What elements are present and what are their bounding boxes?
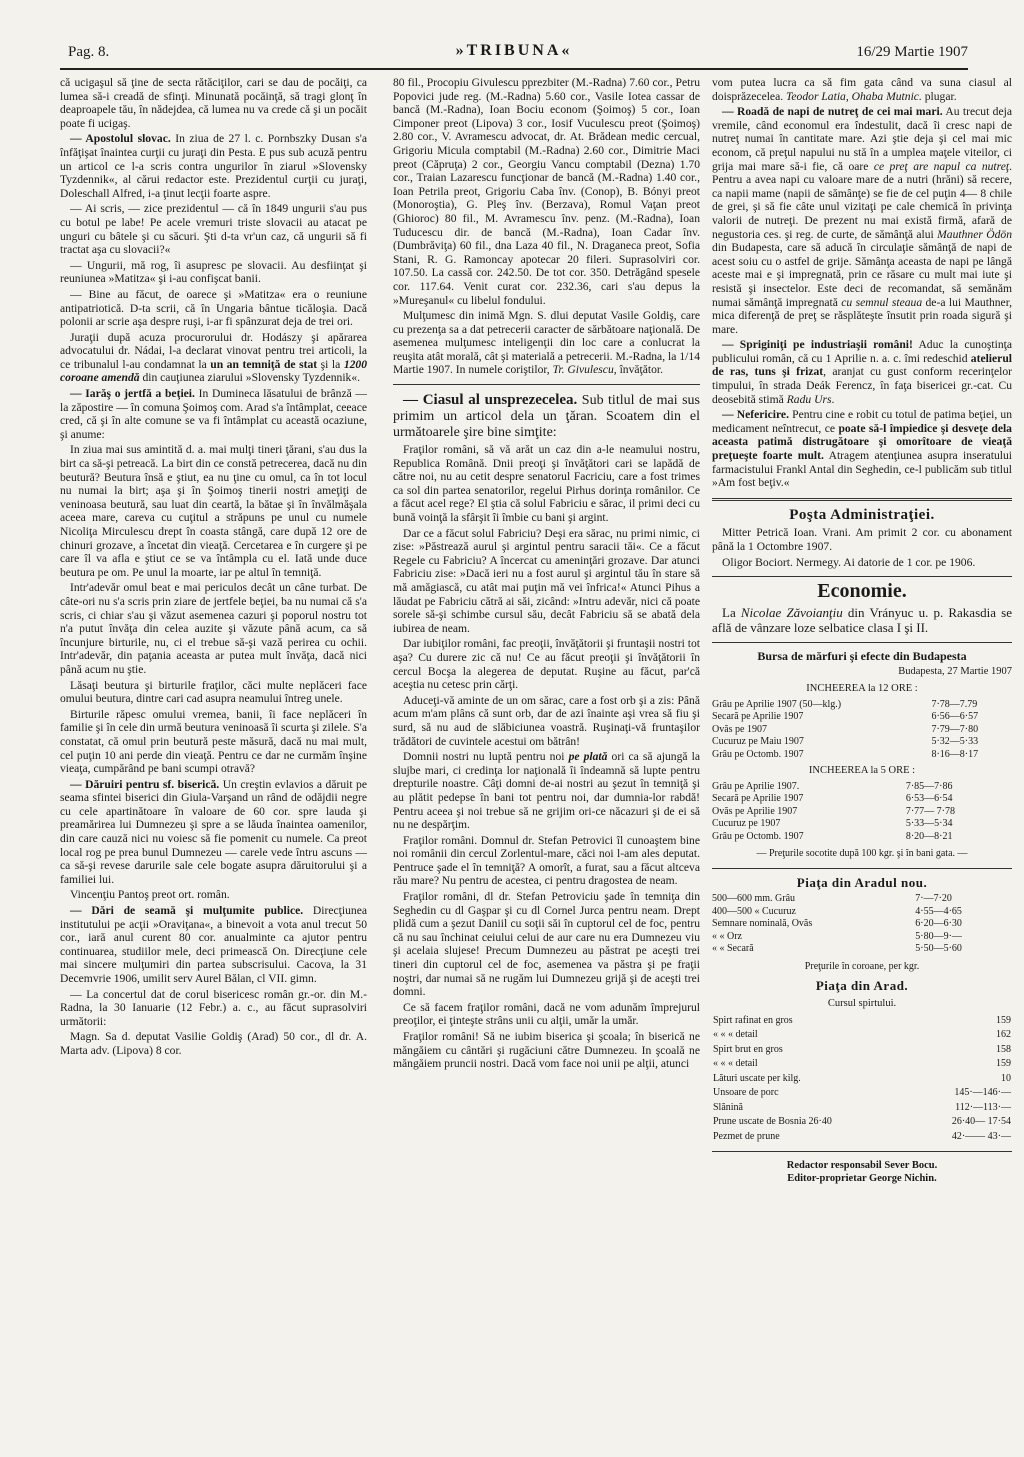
article-concert: — La concertul dat de corul bisericesc român gr.-or. din M.-Radna, la 30 Ianuarie (12 Febr.) a. c., au făcut suprasolviri următorii: xyxy=(60,987,367,1028)
editors-block xyxy=(712,1159,1012,1185)
article-dari xyxy=(60,904,367,986)
editor-owner: Editor-proprietar George Nichin. xyxy=(787,1173,937,1185)
article-text: Sub titlul de mai sus primim un articol dela un ţăran. Scoatem din el următoarele şire bine simţite: xyxy=(393,393,700,441)
bursa-title: Bursa de mărfuri şi efecte din Budapesta xyxy=(757,648,967,663)
bursa-date: Budapesta, 27 Martie 1907 xyxy=(898,666,1012,678)
article-title: — Roadă de napi de nutreţ de cei mai mari. xyxy=(722,105,943,119)
table-row: 400—500 « Cucuruz 4·55—4·65 xyxy=(712,905,962,917)
table-row: Secară pe Aprilie 1907 6·56—6·57 xyxy=(712,711,979,723)
table-row: Spirt brut en gros 158 xyxy=(713,1043,1011,1055)
page-header xyxy=(60,38,968,70)
divider xyxy=(712,498,1012,501)
article-text: Birturile răpesc omului vremea, banii, îi face neplăceri în familie şi în cele din urmă beutura veninoasă îi scurta şi zilele. S'a constatat, că omul prin beutură peste măsură, dacă nu mai mult, cel puţin 10 ani perde din vieaţă. Pentru ce dar ne curmăm înşine vieaţa, cumpărând pe bani scumpi otravă? xyxy=(60,707,367,776)
article-title: — Iarăş o jertfă a beţiei. xyxy=(70,387,195,401)
article-ciasul xyxy=(393,392,700,441)
posta-item: Mitter Petrică Ioan. Vrani. Am primit 2 cor. cu abonament până la 1 Octombre 1907. xyxy=(712,526,1012,553)
article-text: — Ai scris, — zice prezidentul — că în 1849 ungurii s'au pus cu botul pe labe! Pe acele vremuri triste slovacii au atacat pe unguri cu bâtele şi cu săcuri. Şti d-ta vr'un caz, că ungurii să fi tractat aşa cu slovacii?« xyxy=(60,202,367,257)
article-title: — Nefericire. xyxy=(722,408,789,422)
article-text: că ucigaşul să ţine de secta rătăciţilor, cari se dau de pocăiţi, ca lumea să-i creadă de sfinţi. Minunată pocăinţă, să tragi glonţ în deaproapele tău, în nădejdea, că lumea nu va crede că şi un pocăit poate fi ucigaş. xyxy=(60,76,367,130)
article-text: Fraţilor români, dl dr. Stefan Petroviciu şade în temniţa din Seghedin cu dl Gaşpar şi cu dl Cornel Jurca pentru neam. Drept plidă cum a şezut Daniil cu soţii săi în cuptorul cel de foc, pentru că nu sau închinat ceiului celui de aur care nu era Dumnezeu viu şi acelaia slujese! Precum Dumnezeu au păstrat pe aceşti trei tineri din cuptorul cel de foc, asemenea va păstra şi pe fraţii noştri, dar numai să ne rugăm lui Dumnezeu grijă şi de aceşti trei domni. xyxy=(393,890,700,999)
column-2 xyxy=(393,76,700,1456)
article-text: Intr'adevăr omul beat e mai periculos decât un câne turbat. De câte-ori nu s'a scris prin ziare de jertfele beţiei, ba nu numai că s'a scris, ci chiar s'au şi văzut asemenea cazuri şi poporul nostru tot n'a putut învăţa din celea auzite şi văzute până acum, ca să încunjure birturile, nu, ci el trebue să-şi vază perirea cu ochii. Intr'adevăr, din paţania aceasta ar putea mult învăţa, dacă nici până acum nu ştie. xyxy=(60,581,367,676)
arad-table xyxy=(712,1014,1012,1145)
signature-name: Tr. Givulescu xyxy=(552,363,614,377)
article-verdict: Juraţii după acuza procurorului dr. Hodászy şi apărarea advocatului dr. Nádai, l-a declarat vinovat pentru trei articoli, la ce tribunalul l-au condamnat la un an temniţă de stat şi la 1200 coroane amendă din cauţiunea ziarului »Slovensky Tyzdennik«. xyxy=(60,330,367,385)
divider xyxy=(712,642,1012,643)
table-row: Cucuruz pe 1907 5·33—5·34 xyxy=(712,818,953,830)
table-row: Spirt rafinat en gros 159 xyxy=(713,1014,1011,1026)
article-text: In ziua mai sus amintită d. a. mai mulţi tineri ţărani, s'au dus la birt ca să-şi petreacă. La birt din ce constă petrecerea, dacă nu din beutură? Beutura însă e ştiut, ea nu ţine cu omul, ca în tot locul nu numai la birt; aşa şi în Şoimoş tinerii nostri ameţiţi de veninoasa beutură, sau luat din ceartă, la bătae şi în învălmăşala aceea mare, careva cu cuţitul a străpuns pe unul cu numele Nicoliţa Mirculescu drept în coasta stângă, care după 12 ore de chinuri grozave, a încetat din vieaţă. Cercetarea e în curgere şi pe care îl va afla e ştiut ce se va întâmpla cu el. Iată unde duce beutura pe om. Pe unul la moarte, iar pe altul în temniţă. xyxy=(60,443,367,579)
table-row: Grâu pe Aprilie 1907. 7·85—7·86 xyxy=(712,780,953,792)
table-row: Grâu pe Octomb. 1907 8·20—8·21 xyxy=(712,830,953,842)
article-apostol xyxy=(60,132,367,200)
bursa-subtitle-12: INCHEEREA la 12 ORE : xyxy=(806,682,918,694)
verdict-fine: 1200 coroane amendă xyxy=(60,357,367,385)
article-title: — Dări de seamă şi mulţumite publice. xyxy=(70,904,304,918)
article-platy: Domnii nostri nu luptă pentru noi pe plată ori ca să ajungă la slujbe mari, ci credinţa lor naţională îi îndeamnă să lupte pentru drepturile noastre. Câţi domni de-ai nostri au şezut în temniţă şi au plătit pedepse în bani tot pentru noi, dar dumnia-lor rabdă! Pentru aceea şi noi trebue să ne grijim ori-ce năcazuri şi de ei să nu ne despărţim. xyxy=(393,750,700,832)
table-row: Pezmet de prune 42·—— 43·— xyxy=(713,1130,1011,1142)
arad-nou-table xyxy=(712,893,1012,956)
issue-date: 16/29 Martie 1907 xyxy=(856,44,968,60)
article-text: Magn. Sa d. deputat Vasilie Goldiş (Arad) 50 cor., dl dr. A. Marta adv. (Lipova) 8 cor. xyxy=(60,1030,367,1057)
arad-nou-note: Preţurile în coroane, per kgr. xyxy=(804,960,920,972)
masthead: »TRIBUNA« xyxy=(455,42,573,59)
divider xyxy=(712,1151,1012,1152)
bursa-subtitle-5: INCHEEREA la 5 ORE : xyxy=(808,765,916,777)
table-row: Cucuruz pe Maiu 1907 5·32—5·33 xyxy=(712,736,979,748)
bursa-note: — Preţurile socotite după 100 kgr. şi în bani gata. — xyxy=(756,848,968,860)
table-row: Ovăs pe Aprilie 1907 7·77— 7·78 xyxy=(712,805,956,817)
article-industr: — Spriginiţi pe industriaşii români! Aduc la cunoştinţa publicului român, că cu 1 Aprilie n. a. c. îmi redeschid atelierul de ras, tuns şi frizat, aranjat cu gust conform recerinţelor timpului, în strada Deák Ferencz, în faţa bisericei gr.-cat. Cu deosebită stimă Radu Urs. xyxy=(712,338,1012,406)
article-title: — Apostolul slovac. xyxy=(70,132,171,146)
bursa-table-12 xyxy=(712,699,1012,762)
article-text: Fraţilor români. Domnul dr. Stefan Petrovici îl cunoaştem bine noi românii din cercul Zorlentul-mare, căci noi l-am ales deputat. Pentruce şade el în temniţă? A omorît, a furat, sau a făcut altceva rău mare? Nu pentru de acestea, ci pentru dragostea de neam. xyxy=(393,833,700,888)
divider xyxy=(712,868,1012,869)
article-text: Lăsaţi beutura şi birturile fraţilor, căci multe neplăceri face omului beutura, dintre cari cad asupra neamului întreg unele. xyxy=(60,678,367,706)
verdict-bold: un an temniţă de stat xyxy=(210,357,318,371)
column-1 xyxy=(60,76,367,1456)
table-row: Grâu pe Aprilie 1907 (50—klg.) 7·78—7.79 xyxy=(712,698,978,710)
section-title-posta: Poşta Administraţiei. xyxy=(789,506,935,523)
article-nefericire: — Nefericire. Pentru cine e robit cu totul de patima beţiei, un medicament neîntrecut, ce poate să-l împiedice şi desveţe dela aceasta patimă distrugătoare şi omorîtoare de vieaţă preţueşte foarte mult. Atragem atenţiunea asupra inseratului farmacistului Frankl Antal din Seghedin, ce-l publicăm sub titlul »Am fost beţiv.« xyxy=(712,408,1012,490)
arad-nou-title: Piaţa din Aradul nou. xyxy=(796,874,928,890)
page-number: Pag. 8. xyxy=(68,44,110,60)
divider xyxy=(712,576,1012,577)
arad-title: Piaţa din Arad. xyxy=(815,978,909,994)
table-row: Lături uscate per kilg. 10 xyxy=(713,1072,1011,1084)
article-text: Fraţilor români, să vă arăt un caz din a-le neamului nostru, Republica Română. Dnii preoţi şi învăţători cari se lapădă de către noi, nu au cetit despre senatorul Facriciu, care a fost trimes ca sol din partea senatorilor, regelui Pirhus dorinţa românilor. Ce a făcut acel rege? El ştia că solul Fabriciu e sărac, il primi deci cu bună voinţă la sfârşit îi îmbie cu bani şi argint. xyxy=(393,443,700,525)
table-row: Prune uscate de Bosnia 26·40 26·40— 17·54 xyxy=(713,1116,1011,1128)
table-row: Grâu pe Octomb. 1907 8·16—8·17 xyxy=(712,748,979,760)
article-text: Aduceţi-vă aminte de un om sărac, care a fost orb şi a zis: Până acum m'am plâns că sunt orb, dar de azi înainte aşi vrea să fiu şi surd, să nu aud de slăbiciunea voastră. Ruşinaţi-vă fruntaşilor trădători de cuvintele acestui om bătrân! xyxy=(393,693,700,748)
table-row: Secară pe Aprilie 1907 6·53—6·54 xyxy=(712,793,953,805)
article-title: — Dăruiri pentru sf. biserică. xyxy=(70,777,220,791)
posta-item: Oligor Bociort. Nermegy. Ai datorie de 1 cor. pe 1906. xyxy=(722,555,976,569)
article-text: Ce să facem fraţilor români, dacă ne vom adunăm împrejurul preoţilor, ei ţinteşte strâns unii cu alţii, umăr la umăr. xyxy=(393,1000,700,1028)
divider xyxy=(393,384,700,385)
article-title: — Ciasul al unsprezecelea. xyxy=(403,392,578,409)
bursa-table-5 xyxy=(712,781,1012,844)
article-daruiri xyxy=(60,778,367,887)
arad-subtitle: Cursul spirtului. xyxy=(827,998,897,1010)
editor-responsible: Redactor responsabil Sever Bocu. xyxy=(786,1160,938,1172)
table-row: Ovăs pe 1907 7·79—7·80 xyxy=(712,723,979,735)
article-text: — Bine au făcut, de oarece şi »Matitza« era o reuniune antipatriotică. D-ta scrii, că în Ungaria bântue ticăloşia. Dacă polonii ar scrie aşa despre ruşi, i-ar fi spânzurat deja de trei ori. xyxy=(60,287,367,329)
section-title-economie: Economie. xyxy=(817,580,907,603)
article-title: — Spriginiţi pe industriaşii români! xyxy=(722,338,913,352)
article-text: In Dumineca lăsatului de brânză — la zăpostire — în comuna Şoimoş com. Arad s'a întâmplat, ceeace cred, că şi în alte comune se va fi întâmplat cu această ocaziune, şi anume: xyxy=(60,387,367,441)
article-text: In ziua de 27 l. c. Pornbszky Dusan s'a înfăţişat înaintea curţii cu juraţi din Pesta. E pus sub acuză pentru un articol ce l-a scris contra ungurilor în ziarul »Slovensky Tyzdennik«, al cărui redactor este. Prezidentul curţii cu juraţi, Doleschall Alfred, i-a ţinut lecţii foarte aspre. xyxy=(60,132,367,200)
article-text: Dar iubiţilor români, fac preoţii, învăţătorii şi fruntaşii nostri tot aşa? Cu durere zic că nu! Ce au făcut preoţii şi învăţătorii în cercul Bocşa la alegerea de deputat. Ruşine au făcut, par'că aceştia nu cetesc prin cărţi. xyxy=(393,637,700,692)
table-row: « « « detail 159 xyxy=(713,1058,1011,1070)
table-row: Slănină 112·—113·— xyxy=(713,1101,1011,1113)
article-napi: — Roadă de napi de nutreţ de cei mai mari. Au trecut deja vremile, când economul era îndestulit, dacă îi cresc napi de nutreţ numai în cantitate mare. Azi ştie deja şi cel mai mic econom, că preţul napului nu stă în a umplea maţele viteilor, ci grija mai mare să-i fie, că oare ce preţ are napul ca nutreţ. Pentru a avea napi cu valoare mare de a nutri (hrăni) să recere, ca napii mame (napii de sămânţe) se fie de cel puţin 4— 8 chile de grei, şi să fie câte unul vizitaţi pe cale chemică în privinţa valorii de nutreţi. De prezent nu mai există firmă, afară de negustoria ces. şi reg. de curte, de sămânţă alui Mauthner Ödön din Budapesta, care să aducă în circulaţie sămânţă de napi de acest soiu cu o astfel de grije. Sămânţa aceasta de napi pe lângă aceste mai e şi impregnată, prin ce răsare cu mult mai iute şi resistă şi insectelor. Este deci de recomandat, să semănăm numai sămânţă impregnată cu semnul steaua de-a lui Mauthner, mica diferenţă de preţ se răsplăteşte însutit prin roada sigură şi mare. xyxy=(712,105,1012,336)
article-iaras xyxy=(60,387,367,441)
article-text: Direcţiunea institutului pe acţii »Oraviţana«, a binevoit a vota anul trecut 50 cor., iară anul curent 80 cor. anualminte ca ajutor pentru continuarea, studiilor mele, deci primească On. Direcţiune cele mai sincere mulţumiri din partea subscrisului. Cacova, la 31 Decemvrie 1906, umilit serv Aurel Bălan, cl VII. gimn. xyxy=(60,904,367,985)
article-thanks: Mulţumesc din inimă Mgn. S. dlui deputat Vasile Goldiş, care cu prezenţa sa a dat petrecerii caracter de sărbătoare naţională. De asemenea mulţumesc inteligenţii din loc care a conlucrat la reuşita atât morală, cât şi materială a petrecerii. M.-Radna, la 1/14 Martie 1907. In numele coriştilor, Tr. Givulescu, învăţător. xyxy=(393,309,700,377)
article-text: 80 fil., Procopiu Givulescu pprezbiter (M.-Radna) 7.60 cor., Petru Popovici jude reg. (M.-Radna) 5.60 cor., Vasile Iotea cassar de bancă (M.-Radna), Ioan Bociu econom (Şoimoş) 5 cor., Ioan Cimponer preot (Lipova) 3 cor., Iosif Vuculescu preot (Şoimoş) 2.80 cor., V. Avramescu advocat, dr. At. Brădean medic cercual, Grigoriu Micula comptabil (M.-Radna) 2.60 cor., Dimitrie Maci preot (Căpruţa) 2 cor., Georgiu Vancu comptabil (Dezna) 1.70 cor., Traian Lazarescu funcţionar de bancă (M.-Radna) 1.40 cor., Ioan Petrila preot, Grigoriu Caba înv. (Conop), B. Bónyi preot (Monoroştia), G. Pleş înv. (Berzava), Romul Vaţan preot (Ghioroc) 80 fil., M. Avramescu înv. penz. (M.-Radna), Ioan Tuducescu dir. de bancă (M.-Radna), Ioan Cadar înv. (Dumbrăviţa) 60 fil., dna Laza 40 fil., N. Draganeca preot, Sofia Stani, R. G. Ramoncay apotecar 20 fileri. Suprasolviri cor. 107.50. La cassă cor. 242.50. De tot cor. 350. Detrăgând spesele cor. 117.64. Venit curat cor. 232.36, cari s'au depus la »Mureşanul« cu libelul fondului. xyxy=(393,76,700,307)
article-text: — Ungurii, mă rog, îi asupresc pe slovacii. Au desfiinţat şi reuniunea »Matitza« şi i-au confişcat banii. xyxy=(60,258,367,286)
table-row: « « Orz 5·80—9·— xyxy=(712,930,962,942)
signature-name: Teodor Latia, Ohaba Mutnic. xyxy=(786,89,922,103)
article-text: Un creştin evlavios a dăruit pe seama sfintei biserici din Giula-Varşand un rând de odăjdii negre cu cele apartinătoare în valoare de 60 cor. spre lauda şi preamărirea lui Dumnezeu şi spre a se lăuda înaintea oamenilor, din care cauză nici nu voiesc să fie pomenit cu numele. Ca preot local rog pe prea bunul Dumnezeu — carele vede întru ascuns — ca să-şi revese darurile sale cele bogate asupra dăruitorului şi a familiei lui. xyxy=(60,777,367,886)
column-3 xyxy=(712,76,1012,1456)
table-row: Unsoare de porc 145·—146·— xyxy=(713,1087,1011,1099)
table-row: « « Secară 5·50—5·60 xyxy=(712,943,962,955)
table-row: 500—600 mm. Grâu 7·—7·20 xyxy=(712,893,952,905)
article-signature: Vincenţiu Pantoş preot ort. român. xyxy=(70,888,230,902)
article-text: Fraţilor români! Să ne iubim biserica şi şcoala; în biserică ne măngăiem cu cântări şi rugăciuni către Dumnezeu. In şcoală ne măngăiem pruncii nostri. Dacă vom face noi unii pe alţii, atunci xyxy=(393,1030,700,1071)
table-row: Semnare nominală, Ovăs 6·20—6·30 xyxy=(712,918,962,930)
econ-item: La Nicolae Zăvoianţiu din Vrányuc u. p. Rakasdia se află de vânzare loze selbatice clasa I şi II. xyxy=(712,604,1012,635)
table-row: « « « detail 162 xyxy=(713,1029,1011,1041)
article-text: Dar ce a făcut solul Fabriciu? Deşi era sărac, nu primi nimic, ci zise: »Păstrează aurul şi argintul pentru saracii tăi«. Ce a făcut Regele cu Fabriciu? A încercat cu ameninţări grozave. Dar atunci Fabriciu zise: »Dacă ieri nu a fost aurul şi argintul tău în stare să mă amăgiască, cu atât mai puţin mă vei înfrica!« Atunci Pihus a lăudat pe Fabriciu cătră ai săi, zicând: »Intru adevăr, nici că poate sorele să-şi schimbe cursul său, decât Fabriciu să se abată dela iubirea de neam. xyxy=(393,526,700,635)
article-ending: vom putea lucra ca să fim gata când va suna ciasul al doisprăzecelea. Teodor Latia, Ohaba Mutnic. plugar. xyxy=(712,76,1012,103)
